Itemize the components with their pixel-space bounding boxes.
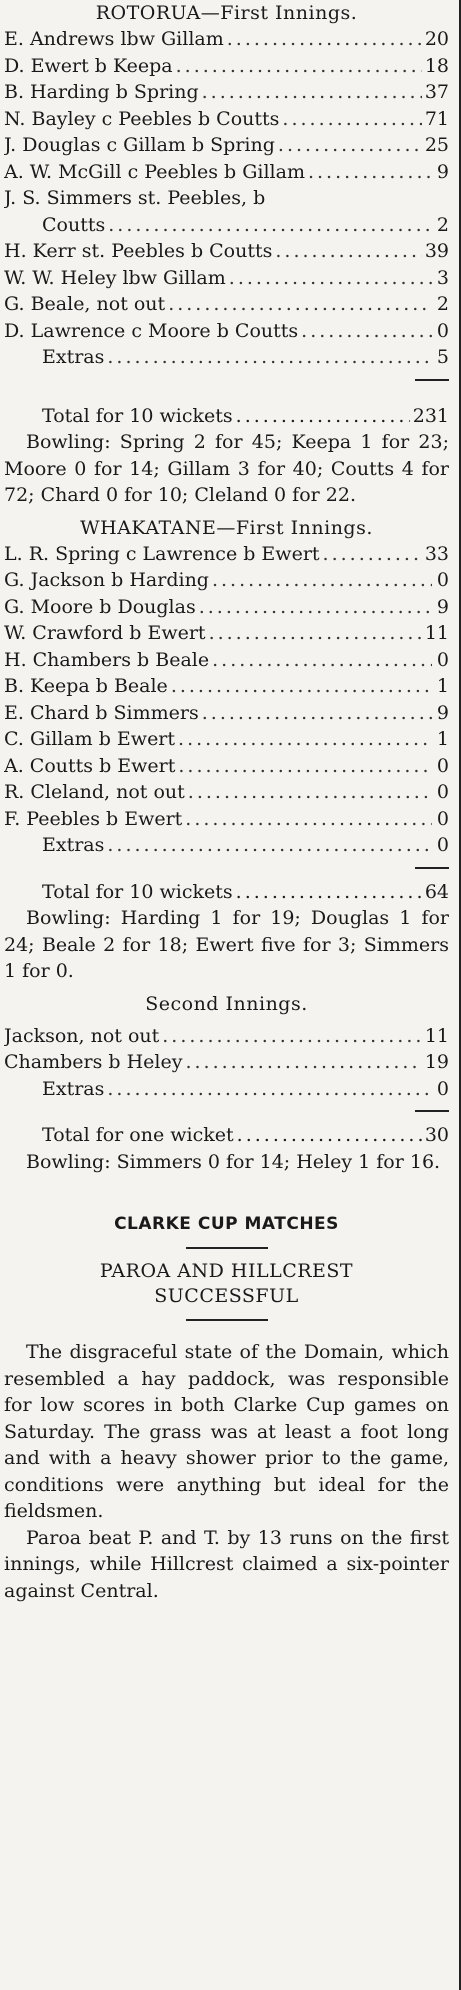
batting-row xyxy=(4,620,449,647)
batting-row xyxy=(4,106,449,133)
article-paragraph-1: The disgraceful state of the Domain, which resembled a hay paddock, was responsible for low scores in both Clarke Cup games on Saturday. The grass was at least a foot long and with a heavy shower prior to the game, conditions were anything but ideal for the fieldsmen. xyxy=(4,1341,449,1522)
total-label: Total for one wicket xyxy=(42,1124,234,1146)
batting-row xyxy=(4,806,449,833)
batting-row xyxy=(4,265,449,292)
batsman-entry: L. R. Spring c Lawrence b Ewert xyxy=(4,542,320,565)
batsman-entry: H. Chambers b Beale xyxy=(4,648,210,671)
total-label: Total for 10 wickets xyxy=(42,404,233,427)
batting-row xyxy=(4,185,449,212)
total-runs: 64 xyxy=(424,880,449,903)
divider xyxy=(186,1247,268,1249)
runs-scored: 0 xyxy=(436,754,449,777)
batting-row xyxy=(4,700,449,727)
runs-scored: 1 xyxy=(436,675,449,697)
article-title: CLARKE CUP MATCHES xyxy=(114,1214,339,1234)
batsman-entry: J. S. Simmers st. Peebles, b xyxy=(4,187,266,209)
divider xyxy=(415,1110,449,1112)
rotorua-innings-heading: ROTORUA—First Innings. xyxy=(95,2,358,24)
total-runs: 231 xyxy=(412,404,449,427)
batsman-entry: Coutts xyxy=(42,213,106,236)
batting-row xyxy=(4,26,449,53)
rotorua-total xyxy=(4,403,449,430)
runs-scored: 0 xyxy=(436,569,449,591)
batting-row xyxy=(4,318,449,345)
runs-scored: 0 xyxy=(436,319,449,342)
runs-scored: 33 xyxy=(424,542,449,565)
batsman-entry: E. Andrews lbw Gillam xyxy=(4,28,224,50)
runs-scored: 2 xyxy=(436,213,449,236)
batsman-entry: Jackson, not out xyxy=(4,1024,160,1047)
batting-row xyxy=(4,753,449,780)
second-innings-batting-list xyxy=(4,1023,449,1103)
divider xyxy=(415,867,449,869)
batsman-entry: A. W. McGill c Peebles b Gillam xyxy=(4,160,305,183)
batsman-entry: R. Cleland, not out xyxy=(4,781,185,803)
batsman-entry: W. Crawford b Ewert xyxy=(4,622,206,644)
runs-scored: 1 xyxy=(436,728,449,750)
batting-row xyxy=(4,344,449,371)
runs-scored: 0 xyxy=(436,834,449,856)
batting-row xyxy=(4,1076,449,1103)
batsman-entry: W. W. Heley lbw Gillam xyxy=(4,266,226,289)
runs-scored: 0 xyxy=(436,781,449,803)
batting-row xyxy=(4,238,449,265)
batsman-entry: G. Beale, not out xyxy=(4,293,166,315)
whakatane-total xyxy=(4,879,449,906)
batsman-entry: Extras xyxy=(42,834,105,856)
rotorua-bowling: Bowling: Spring 2 for 45; Keepa 1 for 23; Moore 0 for 14; Gillam 3 for 40; Coutts 4 for 72; Chard 0 for 10; Cleland 0 for 22. xyxy=(4,431,449,506)
batting-row xyxy=(4,647,449,674)
batting-row xyxy=(4,1049,449,1076)
batsman-entry: B. Keepa b Beale xyxy=(4,675,168,697)
batsman-entry: C. Gillam b Ewert xyxy=(4,728,176,750)
runs-scored: 39 xyxy=(424,240,449,262)
batsman-entry: J. Douglas c Gillam b Spring xyxy=(4,134,275,156)
runs-scored: 9 xyxy=(436,701,449,724)
batsman-entry: Extras xyxy=(42,346,105,368)
batting-row xyxy=(4,832,449,859)
batting-row xyxy=(4,1023,449,1050)
batsman-entry: A. Coutts b Ewert xyxy=(4,754,176,777)
second-innings-bowling: Bowling: Simmers 0 for 14; Heley 1 for 16. xyxy=(26,1150,441,1173)
total-label: Total for 10 wickets xyxy=(42,880,233,903)
divider xyxy=(186,1319,268,1321)
article-paragraph-2: Paroa beat P. and T. by 13 runs on the first innings, while Hillcrest claimed a six-pointer against Central. xyxy=(4,1526,449,1602)
batsman-entry: G. Jackson b Harding xyxy=(4,569,209,591)
article-subtitle-line-1: PAROA AND HILLCREST xyxy=(99,1260,354,1282)
batting-row xyxy=(4,567,449,594)
batting-row xyxy=(4,779,449,806)
runs-scored: 37 xyxy=(424,81,449,103)
batting-row xyxy=(4,726,449,753)
batting-row xyxy=(4,541,449,568)
whakatane-bowling: Bowling: Harding 1 for 19; Douglas 1 for 24; Beale 2 for 18; Ewert five for 3; Simmers 1 for 0. xyxy=(4,907,449,982)
runs-scored: 2 xyxy=(436,293,449,315)
batsman-entry: D. Ewert b Keepa xyxy=(4,54,173,77)
batsman-entry: D. Lawrence c Moore b Coutts xyxy=(4,319,299,342)
whakatane-innings-heading: WHAKATANE—First Innings. xyxy=(80,516,373,539)
batsman-entry: G. Moore b Douglas xyxy=(4,595,196,618)
runs-scored: 0 xyxy=(436,807,449,830)
runs-scored: 11 xyxy=(424,622,449,644)
second-innings-total xyxy=(4,1122,449,1149)
batsman-entry: Extras xyxy=(42,1077,105,1100)
batsman-entry: H. Kerr st. Peebles b Coutts xyxy=(4,240,273,262)
batting-row xyxy=(4,159,449,186)
rotorua-batting-list xyxy=(4,26,449,371)
batting-row xyxy=(4,212,449,239)
batting-row xyxy=(4,594,449,621)
runs-scored: 19 xyxy=(424,1051,449,1073)
batsman-entry: E. Chard b Simmers xyxy=(4,701,199,724)
batting-row xyxy=(4,132,449,159)
whakatane-batting-list xyxy=(4,541,449,859)
runs-scored: 20 xyxy=(424,28,449,50)
batsman-entry: N. Bayley c Peebles b Coutts xyxy=(4,107,280,130)
batting-row xyxy=(4,79,449,106)
batting-row xyxy=(4,53,449,80)
runs-scored: 0 xyxy=(436,1077,449,1100)
runs-scored: 18 xyxy=(424,54,449,77)
runs-scored: 71 xyxy=(424,107,449,130)
runs-scored: 11 xyxy=(424,1024,449,1047)
batsman-entry: B. Harding b Spring xyxy=(4,81,199,103)
total-runs: 30 xyxy=(424,1124,449,1146)
runs-scored: 3 xyxy=(436,266,449,289)
runs-scored: 9 xyxy=(436,160,449,183)
batting-row xyxy=(4,673,449,700)
article-subtitle-line-2: SUCCESSFUL xyxy=(154,1285,299,1307)
runs-scored: 9 xyxy=(436,595,449,618)
runs-scored: 25 xyxy=(424,134,449,156)
batsman-entry: Chambers b Heley xyxy=(4,1051,183,1073)
divider xyxy=(415,379,449,381)
batting-row xyxy=(4,291,449,318)
runs-scored: 0 xyxy=(436,648,449,671)
runs-scored: 5 xyxy=(436,346,449,368)
batsman-entry: F. Peebles b Ewert xyxy=(4,807,183,830)
second-innings-heading: Second Innings. xyxy=(145,992,308,1015)
